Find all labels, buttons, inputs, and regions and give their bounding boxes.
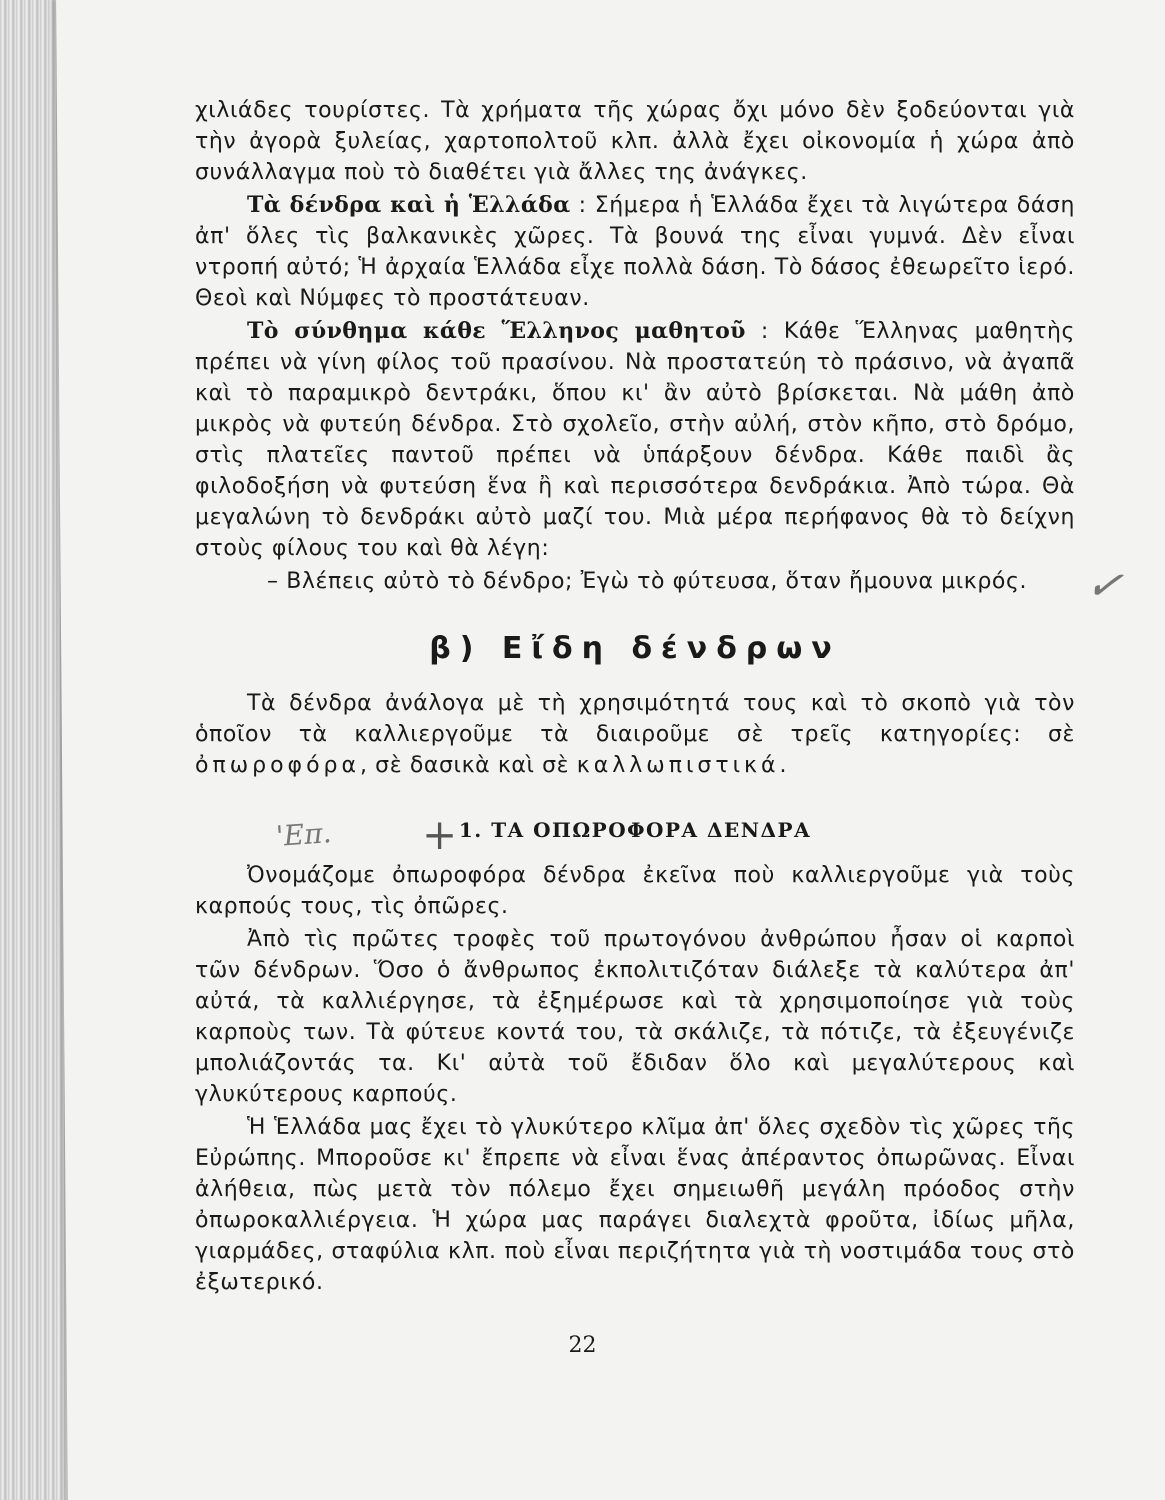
paragraph-3-lead: Τὸ σύνθημα κάθε Ἕλληνος μαθητοῦ bbox=[247, 318, 746, 344]
handwritten-cross-mark: + bbox=[422, 810, 458, 859]
handwritten-margin-note: 'Επ. bbox=[274, 816, 333, 853]
paragraph-3-text: : Κάθε Ἕλληνας μαθητὴς πρέπει νὰ γίνη φίλος τοῦ πρασίνου. Νὰ προστατεύη τὸ πράσινο, νὰ ἀγαπᾶ καὶ τὸ παραμικρὸ δεντράκι, ὅπου κι' ἂν αὐτὸ βρίσκεται. Νὰ μάθη ἀπὸ μικρὸς νὰ φυτεύη δένδρα. Στὸ σχολεῖο, στὴν αὐλή, στὸν κῆπο, στὸ δρόμο, στὶς πλατεῖες παντοῦ πρέπει νὰ ὑπάρξουν δένδρα. Κάθε παιδὶ ἂς φιλοδοξήση νὰ φυτεύση ἕνα ἢ καὶ περισσότερα δενδράκια. Ἀπὸ τώρα. Θὰ μεγαλώνη τὸ δενδράκι αὐτὸ μαζί του. Μιὰ μέρα περήφανος θὰ τὸ δείχνη στοὺς φίλους του καὶ θὰ λέγη: bbox=[195, 319, 1075, 561]
paragraph-2-text: : Σήμερα ἡ Ἑλλάδα ἔχει τὰ λιγώτερα δάση ἀπ' ὅλες τὶς βαλκανικὲς χῶρες. Τὰ βουνά της εἶναι γυμνά. Δὲν εἶναι ντροπή αὐτό; Ἡ ἀρχαία Ἑλλάδα εἶχε πολλὰ δάση. Τὸ δάσος ἐθεωρεῖτο ἱερό. Θεοὶ καὶ Νύμφες τὸ προστάτευαν. bbox=[195, 193, 1076, 311]
body-text bbox=[195, 95, 1075, 1300]
subsection-heading: 1. ΤΑ ΟΠΩΡΟΦΟΡΑ ΔΕΝΔΡΑ bbox=[458, 818, 812, 842]
paragraph-2-lead: Τὰ δένδρα καὶ ἡ Ἑλλάδα bbox=[247, 192, 571, 218]
paragraph-4-text: Τὰ δένδρα ἀνάλογα μὲ τὴ χρησιμότητά τους καὶ τὸ σκοπὸ γιὰ τὸν ὁποῖον τὰ καλλιεργοῦμε τὰ διαιροῦμε σὲ τρεῖς κατηγορίες: σὲ bbox=[195, 691, 1075, 747]
paragraph-4 bbox=[195, 688, 1075, 781]
paragraph-5: Ὀνομάζομε ὀπωροφόρα δένδρα ἐκεῖνα ποὺ καλλιεργοῦμε γιὰ τοὺς καρπούς τους, τὶς ὀπῶρες. bbox=[195, 863, 1075, 919]
paragraph-4-spaced-2: καλλωπιστικά bbox=[576, 753, 780, 778]
paragraph-2 bbox=[195, 190, 1075, 314]
paragraph-3 bbox=[195, 316, 1075, 564]
dialogue-line: – Βλέπεις αὐτὸ τὸ δένδρο; Ἐγὼ τὸ φύτευσα, ὅταν ἤμουνα μικρός. bbox=[267, 569, 1028, 594]
paragraph-4-end: . bbox=[779, 753, 788, 778]
page-number: 22 bbox=[568, 1333, 597, 1358]
paragraph-1: χιλιάδες τουρίστες. Τὰ χρήματα τῆς χώρας ὄχι μόνο δὲν ξοδεύονται γιὰ τὴν ἀγορὰ ξυλείας, χαρτοπολτοῦ κλπ. ἀλλὰ ἔχει οἰκονομία ἡ χώρα ἀπὸ συνάλλαγμα ποὺ τὸ διαθέτει γιὰ ἄλλες της ἀνάγκες. bbox=[195, 98, 1075, 185]
paragraph-6: Ἀπὸ τὶς πρῶτες τροφὲς τοῦ πρωτογόνου ἀνθρώπου ἦσαν οἱ καρποὶ τῶν δένδρων. Ὅσο ὁ ἄνθρωπος ἐκπολιτιζόταν διάλεξε τὰ καλύτερα ἀπ' αὐτά, τὰ καλλιέργησε, τὰ ἐξημέρωσε καὶ τὰ χρησιμοποίησε γιὰ τοὺς καρποὺς των. Τὰ φύτευε κοντά του, τὰ σκάλιζε, τὰ πότιζε, τὰ ἐξευγένιζε μπολιάζοντάς τα. Κι' αὐτὰ τοῦ ἔδιδαν ὅλο καὶ μεγαλύτερους καὶ γλυκύτερους καρπούς. bbox=[195, 927, 1075, 1107]
paragraph-7: Ἡ Ἑλλάδα μας ἔχει τὸ γλυκύτερο κλῖμα ἀπ' ὅλες σχεδὸν τὶς χῶρες τῆς Εὐρώπης. Μποροῦσε κι' ἔπρεπε νὰ εἶναι ἕνας ἀπέραντος ὀπωρῶνας. Εἶναι ἀλήθεια, πὼς μετὰ τὸν πόλεμο ἔχει σημειωθῆ μεγάλη πρόοδος στὴν ὀπωροκαλλιέργεια. Ἡ χώρα μας παράγει διαλεχτὰ φροῦτα, ἰδίως μῆλα, γιαρμάδες, σταφύλια κλπ. ποὺ εἶναι περιζήτητα γιὰ τὴ νοστιμάδα τους στὸ ἐξωτερικό. bbox=[195, 1115, 1075, 1295]
handwritten-check-mark: ✓ bbox=[1082, 557, 1127, 614]
section-heading: β) Εἴδη δένδρων bbox=[429, 631, 841, 666]
paragraph-4-spaced-1: ὀπωροφόρα bbox=[195, 753, 360, 778]
paragraph-4-middle: , σὲ δασικὰ καὶ σὲ bbox=[360, 753, 570, 778]
